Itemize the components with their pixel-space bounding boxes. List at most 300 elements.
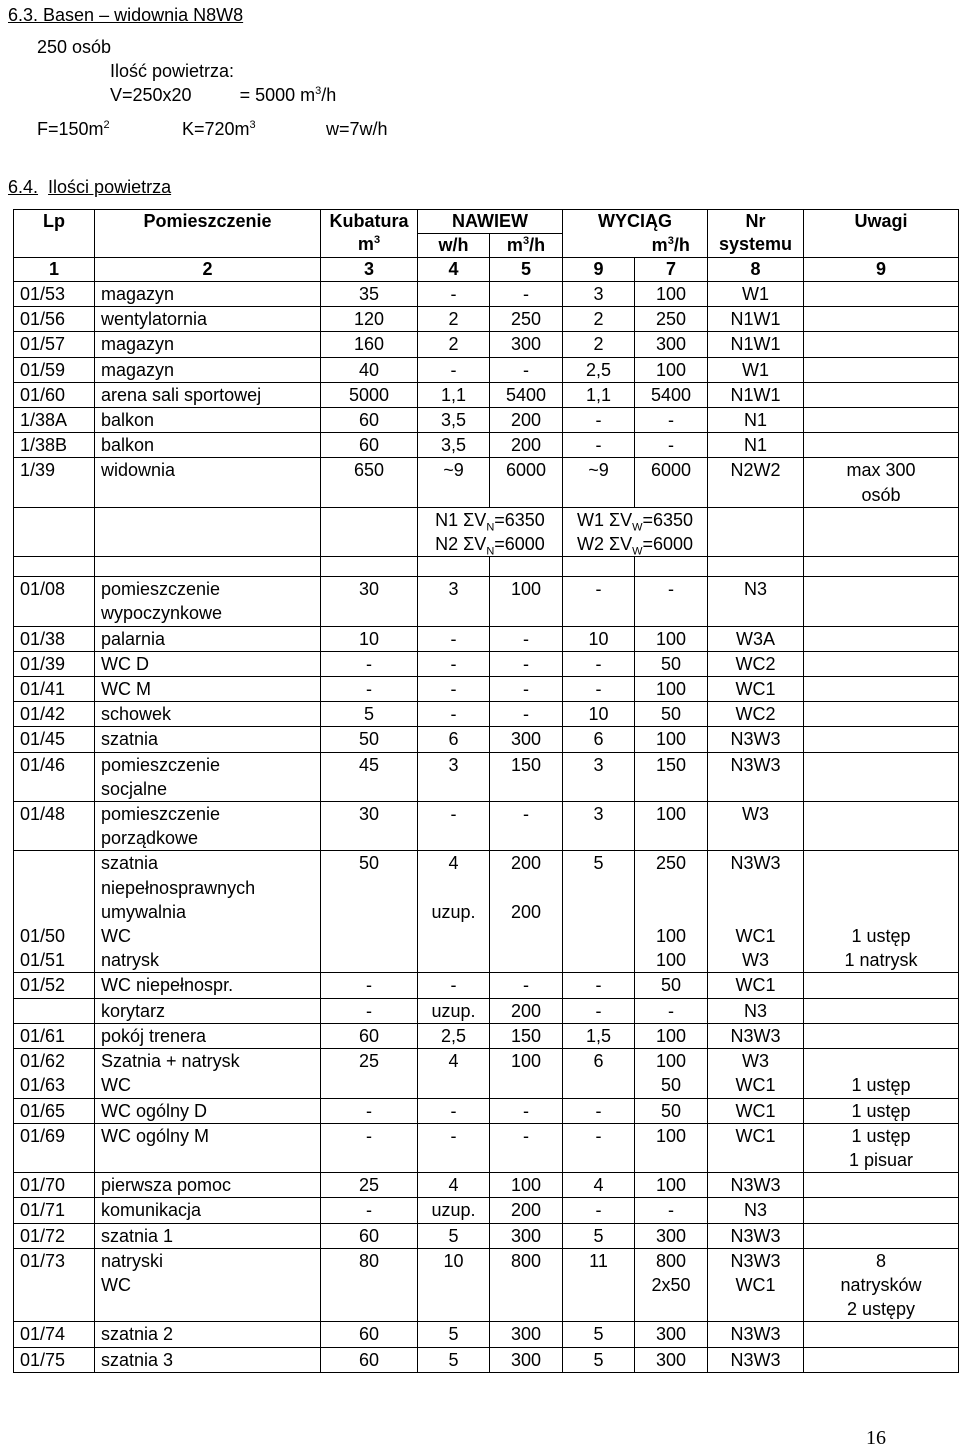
table-row bbox=[14, 1322, 959, 1347]
uwagi-cell bbox=[804, 702, 959, 727]
wyciag-wh-cell bbox=[563, 1322, 635, 1347]
nawiew-wh-cell bbox=[418, 1198, 490, 1223]
cell-line: - bbox=[668, 1200, 674, 1221]
cell-line bbox=[806, 1322, 956, 1346]
cell-line: 01/50 bbox=[20, 926, 66, 947]
spacer-cell bbox=[708, 557, 804, 577]
room-cell bbox=[95, 1223, 321, 1248]
nawiew-m3h-cell bbox=[490, 1123, 563, 1172]
cell-line: 1/38B bbox=[20, 435, 68, 456]
cell-line: 60 bbox=[358, 1225, 380, 1246]
header-nr-systemu bbox=[708, 210, 804, 258]
cell-line: pierwsza pomoc bbox=[101, 1175, 232, 1196]
kubatura-cell bbox=[321, 1322, 418, 1347]
cell-line bbox=[806, 1024, 956, 1048]
sums-empty-lp bbox=[14, 507, 95, 556]
uwagi-cell bbox=[804, 1123, 959, 1172]
cell-line: 50 bbox=[660, 653, 682, 674]
lp-cell bbox=[14, 702, 95, 727]
cell-line: 50 bbox=[660, 1100, 682, 1121]
room-cell bbox=[95, 282, 321, 307]
sum-n2-label: N2 ΣV bbox=[435, 534, 487, 555]
air-quantities-table bbox=[13, 209, 959, 1373]
exchange-value: w=7w/h bbox=[326, 119, 388, 139]
cell-line: WC2 bbox=[735, 653, 776, 674]
table-row bbox=[14, 973, 959, 998]
cell-line: 250 bbox=[655, 853, 687, 874]
cell-line: 01/08 bbox=[20, 579, 66, 600]
lp-cell bbox=[14, 1098, 95, 1123]
cell-line: 5400 bbox=[505, 384, 547, 405]
wyciag-m3h-cell bbox=[635, 382, 708, 407]
wyciag-m3h-cell bbox=[635, 1223, 708, 1248]
lp-cell bbox=[14, 752, 95, 801]
nawiew-wh-cell bbox=[418, 973, 490, 998]
kubatura-cell bbox=[321, 1049, 418, 1098]
nawiew-m3h-cell bbox=[490, 458, 563, 507]
header-m3h-sup: 3 bbox=[522, 235, 530, 247]
lp-cell bbox=[14, 973, 95, 998]
nawiew-m3h-cell bbox=[490, 382, 563, 407]
cell-line: balkon bbox=[101, 410, 155, 431]
system-cell bbox=[708, 577, 804, 626]
system-cell bbox=[708, 651, 804, 676]
sums-nawiew bbox=[418, 507, 563, 556]
kubatura-cell bbox=[321, 727, 418, 752]
wyciag-m3h-cell bbox=[635, 1173, 708, 1198]
area-value bbox=[37, 119, 110, 139]
nawiew-m3h-cell bbox=[490, 357, 563, 382]
header-lp: Lp bbox=[14, 210, 95, 258]
lp-cell bbox=[14, 1223, 95, 1248]
room-cell bbox=[95, 1198, 321, 1223]
wyciag-m3h-cell bbox=[635, 727, 708, 752]
cell-line: 01/45 bbox=[20, 729, 66, 750]
room-cell bbox=[95, 1123, 321, 1172]
cell-line: 3 bbox=[593, 804, 604, 825]
uwagi-cell bbox=[804, 1098, 959, 1123]
table-row bbox=[14, 433, 959, 458]
cell-line: - bbox=[450, 359, 457, 380]
system-cell bbox=[708, 458, 804, 507]
cell-line: N1W1 bbox=[730, 309, 781, 330]
table-row bbox=[14, 1173, 959, 1198]
room-cell bbox=[95, 702, 321, 727]
wyciag-m3h-cell bbox=[635, 1248, 708, 1322]
spacer-cell bbox=[804, 557, 959, 577]
sums-row bbox=[14, 507, 959, 556]
nawiew-m3h-cell bbox=[490, 677, 563, 702]
air-formula-rhs: = 5000 m bbox=[239, 85, 316, 105]
cell-line: 4 bbox=[448, 1175, 459, 1196]
cell-line: 5 bbox=[593, 1225, 604, 1246]
cell-line: max 300 bbox=[846, 460, 916, 481]
system-cell bbox=[708, 1023, 804, 1048]
room-cell bbox=[95, 458, 321, 507]
cell-line: schowek bbox=[101, 704, 172, 725]
cell-line: WC1 bbox=[735, 1100, 776, 1121]
cell-line bbox=[806, 1049, 956, 1073]
cell-line: WC2 bbox=[735, 704, 776, 725]
system-cell bbox=[708, 1248, 804, 1322]
cell-line bbox=[806, 1348, 956, 1372]
kubatura-cell bbox=[321, 282, 418, 307]
table-row bbox=[14, 727, 959, 752]
cell-line: 01/48 bbox=[20, 804, 66, 825]
sums-empty-nr bbox=[708, 507, 804, 556]
cell-line: 800 bbox=[655, 1250, 687, 1271]
cell-line: 60 bbox=[358, 410, 380, 431]
cell-line: 01/70 bbox=[20, 1175, 66, 1196]
cell-line: 100 bbox=[655, 729, 687, 750]
cell-line: pomieszczenie bbox=[101, 579, 221, 600]
sum-w1-label: W1 ΣV bbox=[576, 509, 633, 530]
sum-w2-value: =6000 bbox=[642, 534, 694, 555]
sum-w1-sub: W bbox=[632, 521, 643, 534]
room-cell bbox=[95, 332, 321, 357]
table-row bbox=[14, 802, 959, 851]
cell-line: N3 bbox=[743, 1200, 767, 1221]
cell-line: 8 bbox=[875, 1250, 886, 1271]
cell-line: 200 bbox=[510, 410, 542, 431]
cell-line bbox=[806, 802, 956, 826]
cell-line: 2 ustępy bbox=[846, 1299, 916, 1320]
air-formula-lhs: V=250x20 bbox=[110, 85, 192, 105]
table-row bbox=[14, 1123, 959, 1172]
header-nawiew-wh: w/h bbox=[418, 234, 490, 258]
uwagi-cell bbox=[804, 1049, 959, 1098]
nawiew-m3h-cell bbox=[490, 1223, 563, 1248]
wyciag-m3h-cell bbox=[635, 1322, 708, 1347]
cell-line: 01/46 bbox=[20, 754, 66, 775]
wyciag-wh-cell bbox=[563, 651, 635, 676]
cell-line: - bbox=[595, 435, 602, 456]
uwagi-cell bbox=[804, 802, 959, 851]
cell-line: - bbox=[366, 1100, 372, 1121]
system-cell bbox=[708, 727, 804, 752]
cell-line: WC1 bbox=[735, 1075, 776, 1096]
cell-line: 150 bbox=[510, 754, 542, 775]
nawiew-m3h-cell bbox=[490, 998, 563, 1023]
nawiew-m3h-cell bbox=[490, 433, 563, 458]
cell-line: 3 bbox=[448, 579, 459, 600]
header-wyciag-wh-empty bbox=[563, 234, 635, 258]
cell-line: socjalne bbox=[101, 778, 168, 799]
cell-line: 2x50 bbox=[651, 1274, 691, 1295]
cell-line: 120 bbox=[353, 309, 385, 330]
lp-cell bbox=[14, 802, 95, 851]
nawiew-m3h-cell bbox=[490, 1322, 563, 1347]
wyciag-m3h-cell bbox=[635, 651, 708, 676]
table-row bbox=[14, 1248, 959, 1322]
room-cell bbox=[95, 408, 321, 433]
cell-line: WC1 bbox=[735, 1125, 776, 1146]
volume-text: K=720m bbox=[182, 119, 250, 139]
header-kubatura bbox=[321, 210, 418, 258]
sums-empty-room bbox=[95, 507, 321, 556]
sum-w1-value: =6350 bbox=[642, 509, 694, 530]
table-row bbox=[14, 1023, 959, 1048]
cell-line bbox=[20, 851, 92, 875]
wyciag-m3h-cell bbox=[635, 1123, 708, 1172]
nawiew-wh-cell bbox=[418, 702, 490, 727]
kubatura-cell bbox=[321, 851, 418, 973]
header-kubatura-unit-text: m bbox=[357, 234, 374, 254]
cell-line bbox=[806, 876, 956, 900]
cell-line: 60 bbox=[358, 1349, 380, 1370]
cell-line: 1 natrysk bbox=[844, 950, 918, 971]
room-cell bbox=[95, 382, 321, 407]
sum-n1-value: =6350 bbox=[494, 509, 545, 530]
cell-line: - bbox=[366, 679, 372, 700]
wyciag-wh-cell bbox=[563, 1223, 635, 1248]
nawiew-wh-cell bbox=[418, 1049, 490, 1098]
volume-sup: 3 bbox=[249, 119, 256, 131]
room-cell bbox=[95, 433, 321, 458]
kubatura-cell bbox=[321, 702, 418, 727]
header-nr: Nr bbox=[745, 211, 766, 231]
cell-line: 2 bbox=[448, 334, 459, 355]
wyciag-m3h-cell bbox=[635, 1049, 708, 1098]
header-wyciag-m3h-post: /h bbox=[673, 234, 690, 255]
header-kubatura-unit bbox=[323, 233, 415, 256]
cell-line: 01/65 bbox=[20, 1100, 66, 1121]
cell-line: WC1 bbox=[735, 926, 776, 947]
wyciag-wh-cell bbox=[563, 332, 635, 357]
cell-line: N1W1 bbox=[730, 334, 781, 355]
cell-line: 200 bbox=[510, 901, 542, 922]
nawiew-wh-cell bbox=[418, 998, 490, 1023]
uwagi-cell bbox=[804, 727, 959, 752]
system-cell bbox=[708, 702, 804, 727]
uwagi-cell bbox=[804, 1198, 959, 1223]
cell-line: 50 bbox=[660, 704, 682, 725]
table-row bbox=[14, 408, 959, 433]
nawiew-wh-cell bbox=[418, 458, 490, 507]
table-row bbox=[14, 1049, 959, 1098]
cell-line: Szatnia + natrysk bbox=[101, 1051, 240, 1072]
system-cell bbox=[708, 1347, 804, 1372]
cell-line: 5 bbox=[448, 1225, 459, 1246]
wyciag-m3h-cell bbox=[635, 998, 708, 1023]
cell-line: WC1 bbox=[735, 975, 776, 996]
cell-line: 3,5 bbox=[440, 410, 467, 431]
system-cell bbox=[708, 282, 804, 307]
cell-line: 80 bbox=[358, 1250, 380, 1271]
cell-line: 01/56 bbox=[20, 309, 66, 330]
cell-line: 100 bbox=[655, 359, 687, 380]
kubatura-cell bbox=[321, 998, 418, 1023]
cell-line bbox=[710, 876, 801, 900]
nawiew-m3h-cell bbox=[490, 1347, 563, 1372]
cell-line: N1 bbox=[743, 435, 767, 456]
kubatura-cell bbox=[321, 802, 418, 851]
cell-line: - bbox=[450, 679, 457, 700]
cell-line bbox=[806, 307, 956, 331]
room-cell bbox=[95, 357, 321, 382]
cell-line bbox=[806, 702, 956, 726]
wyciag-m3h-cell bbox=[635, 307, 708, 332]
cell-line bbox=[637, 900, 705, 924]
cell-line: WC bbox=[101, 1075, 131, 1096]
cell-line: pomieszczenie bbox=[101, 804, 221, 825]
kubatura-cell bbox=[321, 1123, 418, 1172]
air-formula bbox=[110, 85, 336, 105]
uwagi-cell bbox=[804, 1173, 959, 1198]
cell-line: 6 bbox=[593, 1051, 604, 1072]
kubatura-cell bbox=[321, 677, 418, 702]
wyciag-wh-cell bbox=[563, 626, 635, 651]
kubatura-cell bbox=[321, 458, 418, 507]
cell-line: 650 bbox=[353, 460, 385, 481]
lp-cell bbox=[14, 408, 95, 433]
cell-line: 300 bbox=[510, 1349, 542, 1370]
nawiew-wh-cell bbox=[418, 1023, 490, 1048]
cell-line bbox=[806, 433, 956, 457]
lp-cell bbox=[14, 851, 95, 973]
system-cell bbox=[708, 357, 804, 382]
room-cell bbox=[95, 1023, 321, 1048]
cell-line: 25 bbox=[358, 1175, 380, 1196]
uwagi-cell bbox=[804, 677, 959, 702]
cell-line: 2 bbox=[593, 334, 604, 355]
cell-line: W3 bbox=[742, 1051, 769, 1072]
cell-line: 2 bbox=[593, 309, 604, 330]
column-number-cell: 5 bbox=[490, 258, 563, 282]
lp-cell bbox=[14, 626, 95, 651]
spacer-row bbox=[14, 557, 959, 577]
uwagi-cell bbox=[804, 1023, 959, 1048]
cell-line bbox=[806, 408, 956, 432]
cell-line: natrysków bbox=[840, 1274, 922, 1295]
cell-line: arena sali sportowej bbox=[101, 384, 262, 405]
header-wyciag-m3h-sup: 3 bbox=[667, 234, 674, 247]
cell-line: 300 bbox=[510, 729, 542, 750]
cell-line: 3,5 bbox=[440, 435, 467, 456]
room-cell bbox=[95, 802, 321, 851]
nawiew-wh-cell bbox=[418, 802, 490, 851]
nawiew-wh-cell bbox=[418, 1173, 490, 1198]
system-cell bbox=[708, 851, 804, 973]
sum-n2-value: =6000 bbox=[494, 534, 545, 555]
cell-line: 4 bbox=[448, 1051, 459, 1072]
nawiew-wh-cell bbox=[418, 1322, 490, 1347]
nawiew-wh-cell bbox=[418, 357, 490, 382]
cell-line: N3W3 bbox=[730, 1025, 781, 1046]
wyciag-wh-cell bbox=[563, 1248, 635, 1322]
air-formula-sup: 3 bbox=[315, 85, 322, 97]
cell-line bbox=[806, 627, 956, 651]
cell-line: N2W2 bbox=[730, 460, 781, 481]
cell-line: 100 bbox=[510, 1051, 542, 1072]
cell-line: szatnia 2 bbox=[101, 1324, 174, 1345]
system-cell bbox=[708, 973, 804, 998]
cell-line: W1 bbox=[742, 284, 769, 304]
kubatura-cell bbox=[321, 382, 418, 407]
table-row bbox=[14, 1347, 959, 1372]
kubatura-cell bbox=[321, 1248, 418, 1322]
table-row bbox=[14, 357, 959, 382]
uwagi-cell bbox=[804, 332, 959, 357]
wyciag-m3h-cell bbox=[635, 577, 708, 626]
kubatura-cell bbox=[321, 433, 418, 458]
room-cell bbox=[95, 1049, 321, 1098]
cell-line: - bbox=[595, 653, 602, 674]
cell-line: N3 bbox=[743, 1000, 767, 1021]
cell-line: 01/60 bbox=[20, 384, 66, 405]
nawiew-wh-cell bbox=[418, 727, 490, 752]
wyciag-wh-cell bbox=[563, 752, 635, 801]
cell-line: 300 bbox=[655, 1349, 687, 1370]
cell-line: 11 bbox=[589, 1250, 608, 1271]
header-uwagi: Uwagi bbox=[804, 210, 959, 258]
room-cell bbox=[95, 577, 321, 626]
kubatura-cell bbox=[321, 626, 418, 651]
room-cell bbox=[95, 752, 321, 801]
room-cell bbox=[95, 651, 321, 676]
table-row bbox=[14, 458, 959, 507]
cell-line: - bbox=[523, 679, 529, 700]
cell-line: 2 bbox=[448, 309, 459, 330]
table-row bbox=[14, 677, 959, 702]
cell-line: W3 bbox=[742, 804, 769, 825]
cell-line: 5 bbox=[593, 1349, 604, 1370]
nawiew-wh-cell bbox=[418, 1248, 490, 1322]
nawiew-m3h-cell bbox=[490, 1248, 563, 1322]
header-wyciag-m3h bbox=[635, 234, 708, 258]
system-cell bbox=[708, 677, 804, 702]
nawiew-wh-cell bbox=[418, 1223, 490, 1248]
cell-line: 200 bbox=[510, 435, 542, 456]
cell-line bbox=[20, 876, 92, 900]
spacer-cell bbox=[95, 557, 321, 577]
table-row bbox=[14, 307, 959, 332]
nawiew-m3h-cell bbox=[490, 408, 563, 433]
cell-line bbox=[806, 677, 956, 701]
header-wyciag-m3h-text: m bbox=[651, 234, 668, 255]
cell-line: 1/39 bbox=[20, 460, 56, 481]
spacer-cell bbox=[490, 557, 563, 577]
lp-cell bbox=[14, 307, 95, 332]
header-m3h-post: /h bbox=[529, 235, 546, 255]
cell-line: 01/51 bbox=[20, 950, 66, 971]
cell-line: N3W3 bbox=[730, 754, 781, 775]
nawiew-wh-cell bbox=[418, 408, 490, 433]
cell-line: - bbox=[450, 628, 457, 649]
kubatura-cell bbox=[321, 307, 418, 332]
uwagi-cell bbox=[804, 1223, 959, 1248]
cell-line: - bbox=[366, 975, 372, 996]
cell-line: 100 bbox=[655, 679, 687, 700]
kubatura-cell bbox=[321, 408, 418, 433]
uwagi-cell bbox=[804, 577, 959, 626]
cell-line: 01/71 bbox=[20, 1200, 66, 1221]
cell-line bbox=[637, 876, 705, 900]
wyciag-wh-cell bbox=[563, 851, 635, 973]
cell-line: 50 bbox=[660, 1075, 682, 1096]
table-row bbox=[14, 382, 959, 407]
cell-line: - bbox=[450, 1100, 457, 1121]
cell-line: komunikacja bbox=[101, 1200, 202, 1221]
sum-w2-label: W2 ΣV bbox=[576, 534, 633, 555]
cell-line bbox=[806, 753, 956, 777]
nawiew-wh-cell bbox=[418, 1098, 490, 1123]
column-number-cell: 7 bbox=[635, 258, 708, 282]
subsection-text: Ilości powietrza bbox=[48, 177, 172, 197]
room-cell bbox=[95, 677, 321, 702]
lp-cell bbox=[14, 458, 95, 507]
cell-line: W3A bbox=[735, 628, 775, 649]
